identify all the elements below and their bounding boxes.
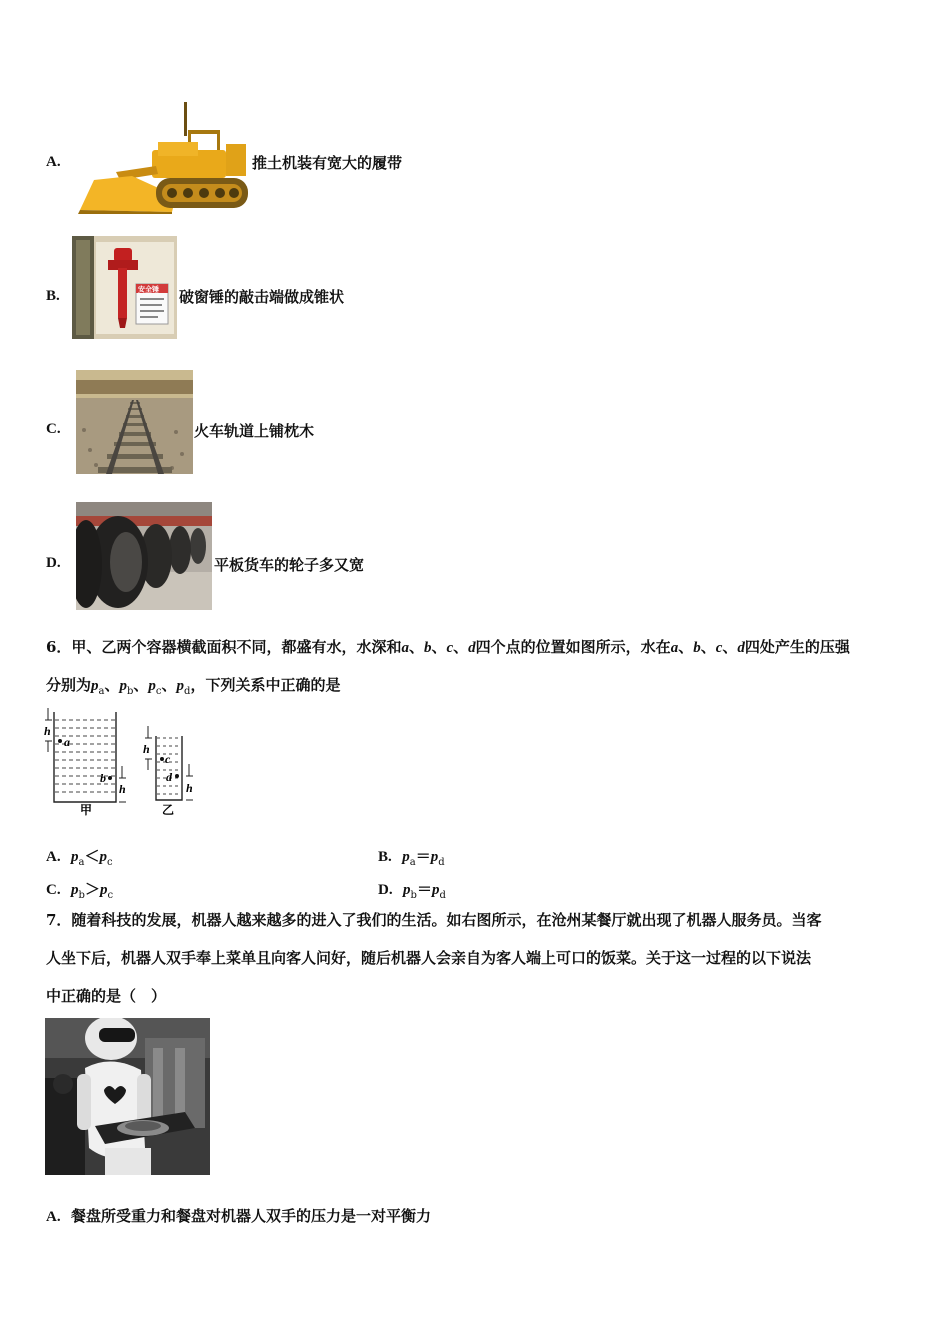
railway-track-image bbox=[76, 370, 193, 474]
option-b-letter: B. bbox=[46, 288, 60, 304]
bulldozer-image bbox=[76, 100, 252, 214]
q7-stem-line3: 中正确的是（ ） bbox=[46, 987, 167, 1005]
q6-choice-b[interactable]: B. $p_a=p_d$ bbox=[378, 847, 445, 868]
q6-choice-c[interactable]: C. $p_b>p_c$ bbox=[46, 880, 114, 901]
q7-stem-line1: 7．随着科技的发展，机器人越来越多的进入了我们的生活。如右图所示，在沧州某餐厅就出现了机器人服务员。当客 bbox=[46, 911, 822, 929]
option-d-text: 平板货车的轮子多又宽 bbox=[214, 556, 365, 574]
option-b-text: 破窗锤的敲击端做成锥状 bbox=[179, 288, 345, 306]
option-d-letter: D. bbox=[46, 555, 61, 571]
option-c-text: 火车轨道上铺枕木 bbox=[194, 422, 315, 440]
q7-stem-line2: 人坐下后，机器人双手奉上菜单且向客人问好，随后机器人会亲自为客人端上可口的饭菜。关于这一过程的以下说法 bbox=[46, 949, 812, 967]
h-label-d: h bbox=[186, 781, 193, 795]
robot-waiter-image bbox=[45, 1018, 210, 1175]
q6-choice-d[interactable]: D. $p_b=p_d$ bbox=[378, 880, 446, 901]
hammer-sign-text: 安全锤 bbox=[138, 285, 159, 294]
option-c-letter: C. bbox=[46, 421, 61, 437]
container-yi-label: 乙 bbox=[162, 803, 175, 817]
point-d-label: d bbox=[166, 770, 172, 784]
point-c-label: c bbox=[165, 752, 171, 766]
q7-choice-a[interactable]: A. 餐盘所受重力和餐盘对机器人双手的压力是一对平衡力 bbox=[46, 1207, 432, 1225]
point-b-label: b bbox=[100, 771, 106, 785]
h-label-a: h bbox=[44, 724, 51, 738]
h-label-b: h bbox=[119, 782, 126, 796]
q6-containers-diagram bbox=[40, 706, 210, 818]
q6-stem-line2: 分别为$p_a$、$p_b$、$p_c$、$p_d$，下列关系中正确的是 bbox=[46, 676, 341, 697]
point-a-label: a bbox=[64, 735, 70, 749]
container-jia-label: 甲 bbox=[80, 803, 93, 817]
emergency-hammer-image bbox=[72, 236, 177, 339]
option-a-letter: A. bbox=[46, 154, 61, 170]
truck-wheels-image bbox=[76, 502, 212, 610]
option-a-text: 推土机装有宽大的履带 bbox=[252, 154, 403, 172]
h-label-c: h bbox=[143, 742, 150, 756]
q6-choice-a[interactable]: A. $p_a<p_c$ bbox=[46, 847, 113, 868]
q6-stem-line1: 6．甲、乙两个容器横截面积不同，都盛有水，水深和a、b、c、d四个点的位置如图所示，水在a、b、c、d四处产生的压强 bbox=[46, 638, 850, 656]
